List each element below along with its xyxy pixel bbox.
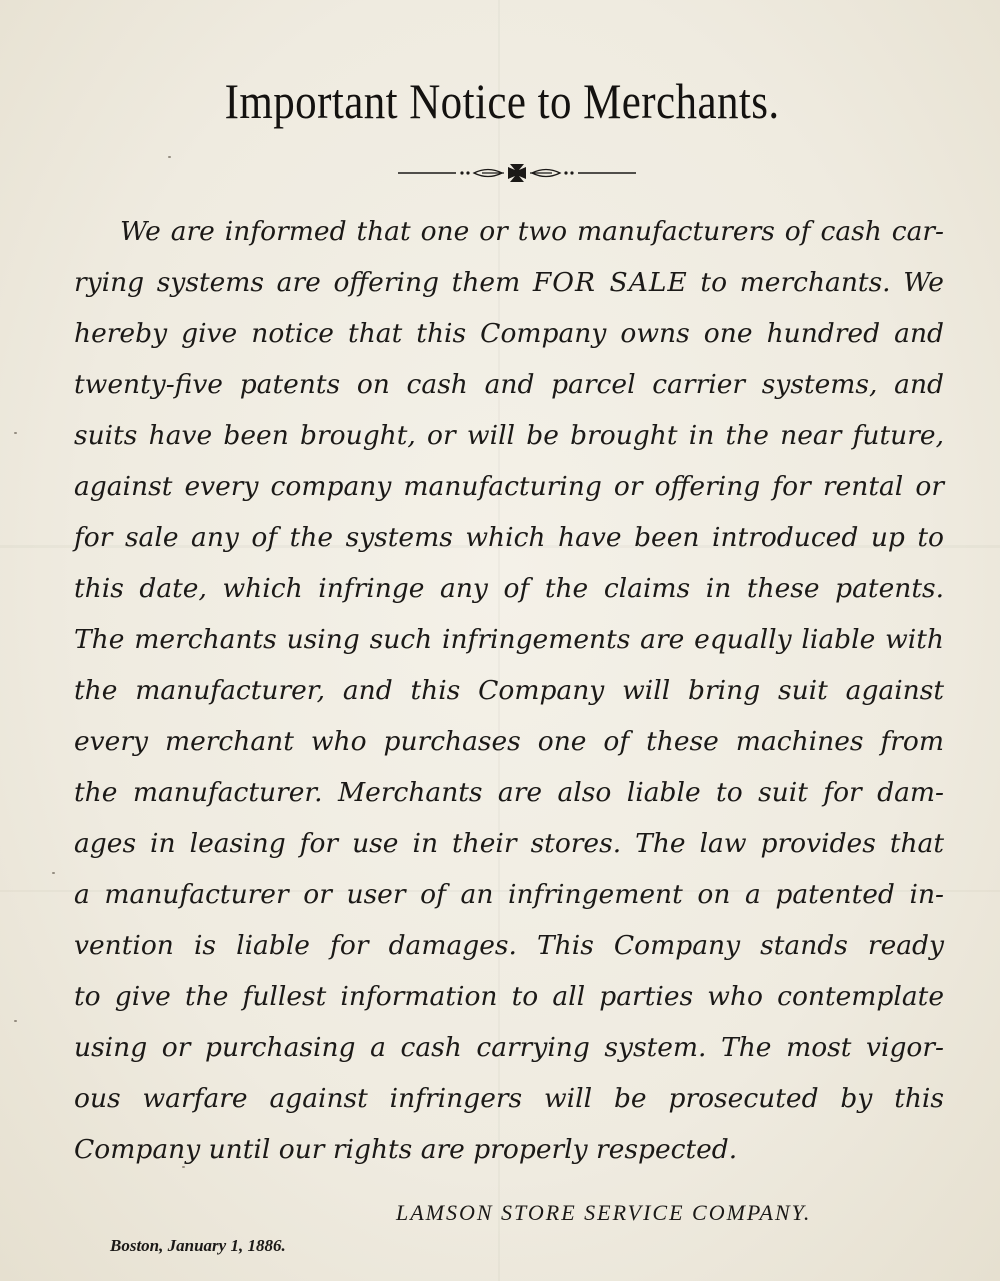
notice-line	[74, 563, 944, 614]
notice-line	[74, 767, 944, 818]
notice-line	[74, 614, 944, 665]
notice-line	[74, 971, 944, 1022]
line-text: the manufacturer. Merchants are also liable to suit for dam-	[74, 777, 944, 808]
line-text: against every company manufacturing or offering for rental or	[74, 471, 944, 502]
line-text: every merchant who purchases one of these machines from	[74, 726, 944, 757]
notice-title: Important Notice to Merchants.	[224, 73, 780, 129]
notice-line	[74, 461, 944, 512]
line-text: the manufacturer, and this Company will bring suit against	[74, 675, 944, 706]
decorative-flourish-icon	[398, 160, 636, 186]
line-text: The merchants using such infringements are equally liable with	[74, 624, 944, 655]
line-text: using or purchasing a cash carrying system. The most vigor-	[74, 1032, 944, 1063]
line-text: Company until our rights are properly respected.	[74, 1134, 738, 1165]
line-text: rying systems are offering them	[74, 267, 533, 298]
line-text: twenty-five patents on cash and parcel carrier systems, and	[74, 369, 944, 400]
notice-line	[74, 359, 944, 410]
notice-line	[74, 869, 944, 920]
dateline: Boston, January 1, 1886.	[110, 1236, 286, 1255]
line-text: a manufacturer or user of an infringement on a patented in-	[74, 879, 944, 910]
for-sale-emphasis: FOR SALE	[532, 267, 688, 298]
notice-line	[74, 818, 944, 869]
notice-line	[74, 1124, 944, 1175]
line-text: to give the fullest information to all parties who contemplate	[74, 981, 944, 1012]
paper-speck	[52, 872, 55, 874]
line-text: hereby give notice that this Company owns one hundred and	[74, 318, 944, 349]
notice-line	[74, 920, 944, 971]
line-text: ages in leasing for use in their stores. The law provides that	[74, 828, 944, 859]
notice-line	[74, 410, 944, 461]
line-text: to merchants. We	[687, 267, 944, 298]
line-text: We are informed that one or two manufacturers of cash car-	[120, 216, 944, 247]
notice-line	[74, 1073, 944, 1124]
notice-line	[74, 512, 944, 563]
notice-line	[74, 1022, 944, 1073]
notice-paragraph	[74, 206, 944, 1175]
notice-line	[74, 665, 944, 716]
line-text: this date, which infringe any of the claims in these patents.	[74, 573, 944, 604]
line-text: ous warfare against infringers will be prosecuted by this	[74, 1083, 944, 1114]
paper-speck	[14, 1020, 17, 1022]
company-signature: LAMSON STORE SERVICE COMPANY.	[396, 1200, 812, 1225]
notice-line	[74, 257, 944, 308]
line-text: for sale any of the systems which have been introduced up to	[74, 522, 944, 553]
paper-speck	[14, 432, 17, 434]
notice-line	[74, 716, 944, 767]
line-text: vention is liable for damages. This Company stands ready	[74, 930, 944, 961]
paper-speck	[168, 156, 171, 158]
notice-line	[74, 308, 944, 359]
notice-line	[74, 206, 944, 257]
line-text: suits have been brought, or will be brought in the near future,	[74, 420, 944, 451]
